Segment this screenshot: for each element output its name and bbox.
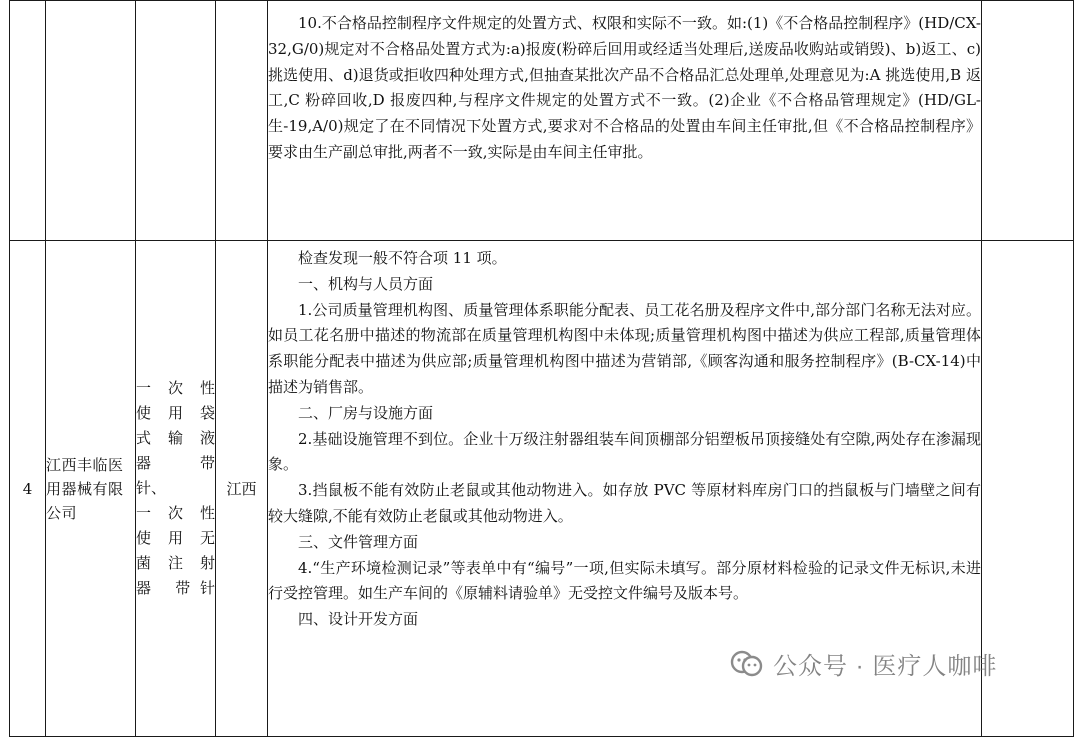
product-line: 使 用 袋 — [136, 404, 215, 422]
finding-paragraph: 4.“生产环境检测记录”等表单中有“编号”一项,但实际未填写。部分原材料检验的记录文件无标识,未进行受控管理。如生产车间的《原辅料请验单》无受控文件编号及版本号。 — [268, 558, 981, 603]
watermark — [729, 646, 997, 681]
product-line: 式 输 液 — [136, 429, 215, 447]
product-cell — [136, 241, 216, 737]
section-heading: 三、文件管理方面 — [298, 532, 419, 551]
company-cell — [46, 1, 136, 241]
section-heading: 一、机构与人员方面 — [298, 274, 434, 293]
product-line: 使 用 无 — [136, 529, 215, 547]
wechat-official-account-icon — [729, 649, 765, 679]
watermark-text: 公众号 · 医疗人咖啡 — [773, 653, 998, 680]
row-number-cell — [10, 1, 46, 241]
finding-paragraph: 3.挡鼠板不能有效防止老鼠或其他动物进入。如存放 PVC 等原材料库房门口的挡鼠板与门墙壁之间有较大缝隙,不能有效防止老鼠或其他动物进入。 — [268, 481, 981, 525]
row-number-cell: 4 — [10, 241, 46, 737]
product-cell — [136, 1, 216, 241]
finding-paragraph: 10.不合格品控制程序文件规定的处置方式、权限和实际不一致。如:(1)《不合格品控制程序》(HD/CX-32,G/0)规定对不合格品处置方式为:a)报废(粉碎后回用或经适当处理后,送废品收购站或销毁)、b)返工、c)挑选使用、d)退货或拒收四种处理方式,但抽查某批次产品不合格品汇总处理单,处理意见为:A 挑选使用,B 返工,C 粉碎回收,D 报废四种,与程序文件规定的处置方式不一致。(2)企业《不合格品管理规定》(HD/GL-生-19,A/0)规定了在不同情况下处置方式,要求对不合格品的处置由车间主任审批,但《不合格品控制程序》要求由生产副总审批,两者不一致,实际是由车间主任审批。 — [268, 14, 981, 161]
finding-paragraph: 2.基础设施管理不到位。企业十万级注射器组装车间顶棚部分铝塑板吊顶接缝处有空隙,两处存在渗漏现象。 — [268, 429, 981, 474]
section-heading: 二、厂房与设施方面 — [298, 403, 434, 422]
product-line: 器 带针 — [136, 579, 215, 597]
product-line: 针、 — [136, 479, 167, 497]
table-row — [10, 1, 1074, 241]
finding-summary: 检查发现一般不符合项 11 项。 — [298, 249, 507, 267]
province-cell — [216, 1, 268, 241]
province-cell: 江西 — [216, 241, 268, 737]
product-line: 一 次 性 — [136, 379, 215, 397]
inspection-findings-table — [9, 0, 1074, 737]
product-line: 一 次 性 — [136, 504, 215, 522]
finding-paragraph: 1.公司质量管理机构图、质量管理体系职能分配表、员工花名册及程序文件中,部分部门名称无法对应。如员工花名册中描述的物流部在质量管理机构图中未体现;质量管理机构图中描述为供应工程部,质量管理体系职能分配表中描述为供应部;质量管理机构图中描述为营销部,《顾客沟通和服务控制程序》(B-CX-14)中描述为销售部。 — [268, 300, 981, 396]
company-cell: 江西丰临医用器械有限公司 — [46, 241, 136, 737]
product-line: 菌 注 射 — [136, 554, 215, 572]
section-heading: 四、设计开发方面 — [298, 610, 419, 629]
remarks-cell — [982, 1, 1074, 241]
findings-cell — [268, 1, 982, 241]
product-line: 器 带 — [136, 454, 215, 472]
